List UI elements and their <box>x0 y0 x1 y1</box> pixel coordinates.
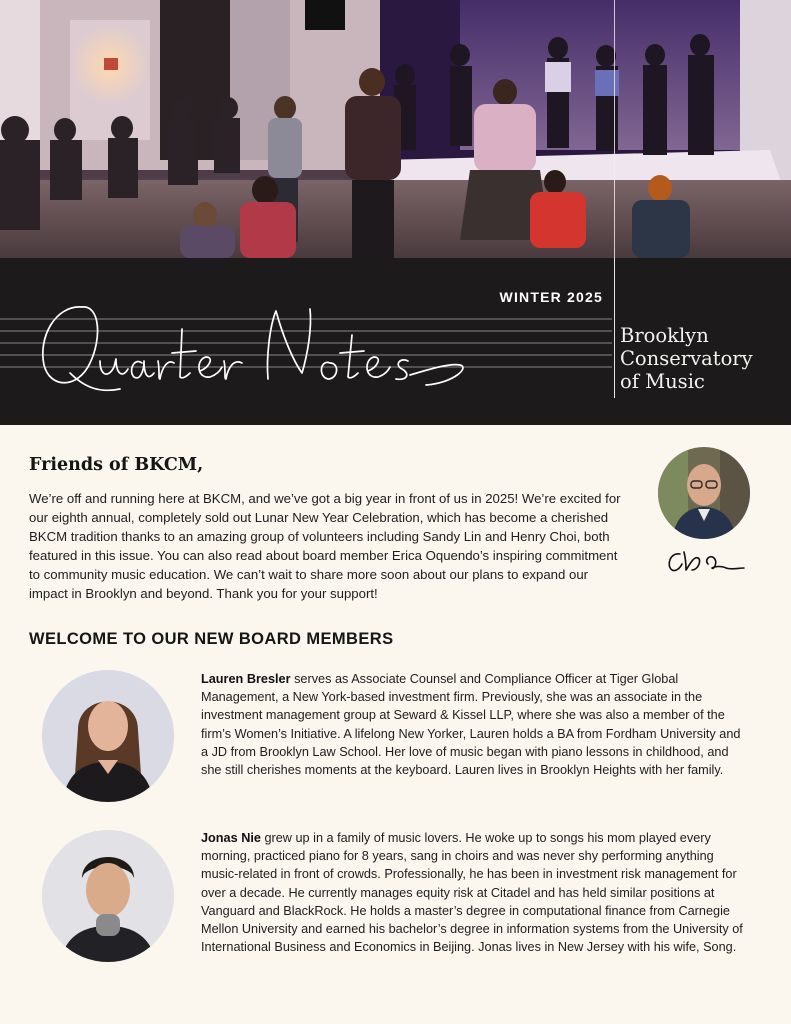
member-bio-jonas <box>201 829 751 956</box>
lauren-portrait <box>42 670 174 802</box>
member-photo-lauren <box>42 670 174 802</box>
director-portrait <box>658 447 750 539</box>
member-name: Lauren Bresler <box>201 672 291 686</box>
member-photo-jonas <box>42 830 174 962</box>
director-avatar <box>658 447 750 539</box>
jonas-portrait <box>42 830 174 962</box>
member-bio-text: grew up in a family of music lovers. He woke up to songs his mom played every morning, practiced piano for 8 years, sang in choirs and was never shy performing anything music-related in front of crowds. Professionally, he has been in investment risk management for over a decade. He currently manages equity risk at Citadel and has held similar positions at Vanguard and BlackRock. He holds a master’s degree in computational finance from Carnegie Mellon University and earned his bachelor’s degree in information systems from the University of International Business and Economics in Beijing. Jonas lives in New Jersey with his wife, Song. <box>201 831 743 955</box>
member-bio-lauren <box>201 670 751 779</box>
hero-photo <box>0 0 791 258</box>
quarter-notes-script-logo <box>30 293 470 403</box>
member-bio-text: serves as Associate Counsel and Compliance Officer at Tiger Global Management, a New York-based investment firm. Previously, she was an associate in the investment management group at Seward & Kissel LLP, where she was also a member of the firm’s Women’s Initiative. A lifelong New Yorker, Lauren holds a BA from Fordham University and a JD from Brooklyn Law School. Her love of music began with piano lessons in childhood, and she still cherishes moments at the keyboard. Lauren lives in Brooklyn Heights with her family. <box>201 672 741 778</box>
bkcm-logo-text <box>620 324 753 393</box>
signature <box>664 546 746 578</box>
board-section-heading: WELCOME TO OUR NEW BOARD MEMBERS <box>29 630 394 648</box>
issue-label: WINTER 2025 <box>499 289 603 305</box>
logo-line-1: Brooklyn <box>620 324 709 347</box>
logo-line-3: of Music <box>620 370 705 393</box>
masthead-divider <box>614 258 615 398</box>
letter-body: We’re off and running here at BKCM, and we’ve got a big year in front of us in 2025! We’re excited for our eighth annual, completely sold out Lunar New Year Celebration, which has become a cherished BKCM tradition thanks to an amazing group of volunteers including Sandy Lin and Henry Choi, both featured in this issue. You can also read about board member Erica Oquendo’s inspiring commitment to community music education. We can’t wait to share more soon about our plans to expand our impact in Brooklyn and beyond. Thank you for your support! <box>29 491 621 601</box>
concert-dance-illustration <box>0 0 791 258</box>
letter-greeting: Friends of BKCM, <box>29 455 204 475</box>
logo-line-2: Conservatory <box>620 347 753 370</box>
member-name: Jonas Nie <box>201 831 261 845</box>
masthead <box>0 258 791 425</box>
